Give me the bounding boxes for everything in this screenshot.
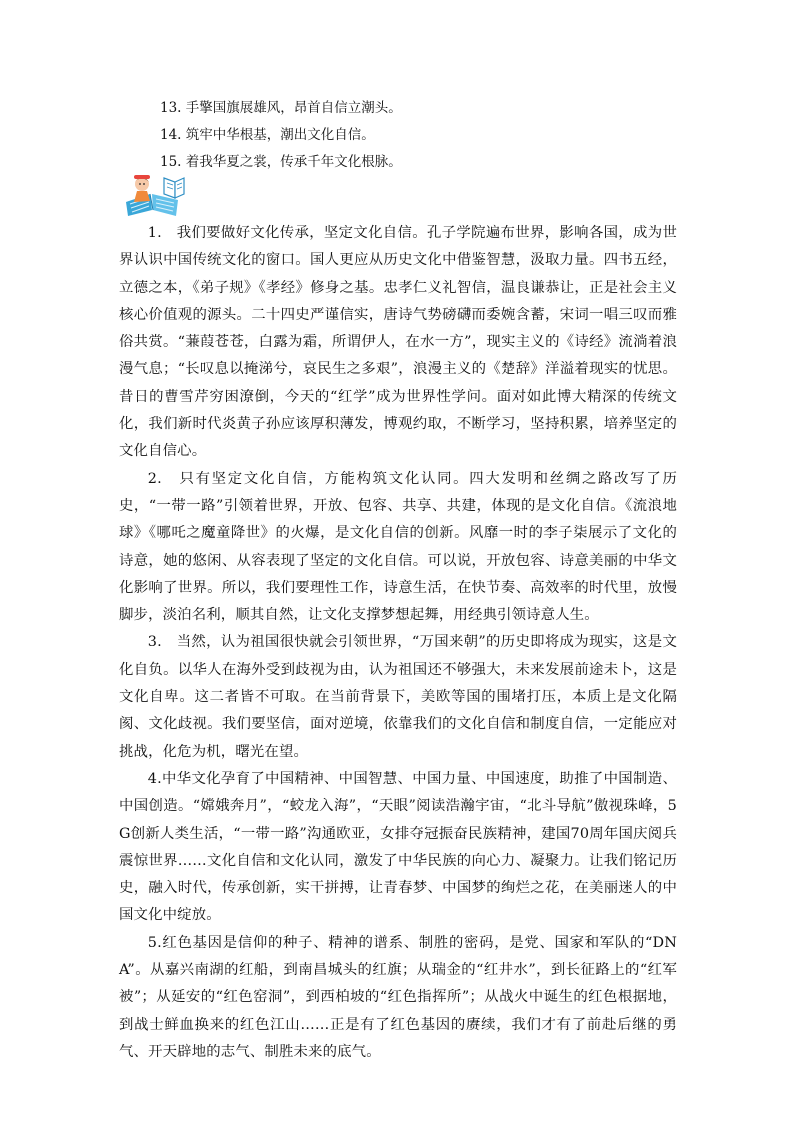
paragraph-1: 1. 我们要做好文化传承，坚定文化自信。孔子学院遍布世界，影响各国，成为世界认识中国传统文化的窗口。国人更应从历史文化中借鉴智慧，汲取力量。四书五经，立德之本，《弟子规》《孝经》修身之基。忠孝仁义礼智信，温良谦恭让，正是社会主义核心价值观的源头。二十四史严谨信实，唐诗气势磅礴而委婉含蓄，宋词一唱三叹而雅俗共赏。“蒹葭苍苍，白露为霜，所谓伊人，在水一方”，现实主义的《诗经》流淌着浪漫气息；“长叹息以掩涕兮，哀民生之多艰”，浪漫主义的《楚辞》洋溢着现实的忧思。昔日的曹雪芹穷困潦倒，今天的“红学”成为世界性学问。面对如此博大精深的传统文化，我们新时代炎黄子孙应该厚积薄发，博观约取，不断学习，坚持积累，培养坚定的文化自信心。 — [119, 225, 677, 460]
list-item: 13. 手擎国旗展雄风，昂首自信立潮头。 — [160, 100, 402, 116]
paragraph-4: 4.中华文化孕育了中国精神、中国智慧、中国力量、中国速度，助推了中国制造、中国创造。“嫦娥奔月”，“蛟龙入海”，“天眼”阅读浩瀚宇宙，“北斗导航”傲视珠峰，5G创新人类生活，“一带一路”沟通欧亚，女排夺冠振奋民族精神，建国70周年国庆阅兵震惊世界……文化自信和文化认同，激发了中华民族的向心力、凝聚力。让我们铭记历史，融入时代，传承创新，实干拼搏，让青春梦、中国梦的绚烂之花，在美丽迷人的中国文化中绽放。 — [119, 770, 677, 924]
list-item: 14. 筑牢中华根基，潮出文化自信。 — [160, 127, 375, 143]
short-title-list — [160, 95, 680, 176]
paragraph-3: 3. 当然，认为祖国很快就会引领世界，“万国来朝”的历史即将成为现实，这是文化自负。以华人在海外受到歧视为由，认为祖国还不够强大，未来发展前途未卜，这是文化自卑。这二者皆不可取。在当前背景下，美欧等国的围堵打压，本质上是文化隔阂、文化歧视。我们要坚信，面对逆境，依靠我们的文化自信和制度自信，一定能应对挑战，化危为机，曙光在望。 — [119, 634, 677, 760]
paragraph-5: 5.红色基因是信仰的种子、精神的谱系、制胜的密码，是党、国家和军队的“DNA”。从嘉兴南湖的红船，到南昌城头的红旗；从瑞金的“红井水”，到长征路上的“红军被”；从延安的“红色窑洞”，到西柏坡的“红色指挥所”；从战火中诞生的红色根据地，到战士鲜血换来的红色江山……正是有了红色基因的赓续，我们才有了前赴后继的勇气、开天辟地的志气、制胜未来的底气。 — [119, 934, 677, 1060]
essay-body — [119, 220, 677, 1066]
reading-child-icon — [120, 172, 186, 218]
list-item: 15. 着我华夏之裳，传承千年文化根脉。 — [160, 154, 402, 170]
paragraph-2: 2. 只有坚定文化自信，方能构筑文化认同。四大发明和丝绸之路改写了历史，“一带一路”引领着世界，开放、包容、共享、共建，体现的是文化自信。《流浪地球》《哪吒之魔童降世》的火爆，是文化自信的创新。风靡一时的李子柒展示了文化的诗意，她的悠闲、从容表现了坚定的文化自信。可以说，开放包容、诗意美丽的中华文化影响了世界。所以，我们要理性工作，诗意生活，在快节奏、高效率的时代里，放慢脚步，淡泊名利，顺其自然，让文化支撑梦想起舞，用经典引领诗意人生。 — [119, 470, 677, 624]
